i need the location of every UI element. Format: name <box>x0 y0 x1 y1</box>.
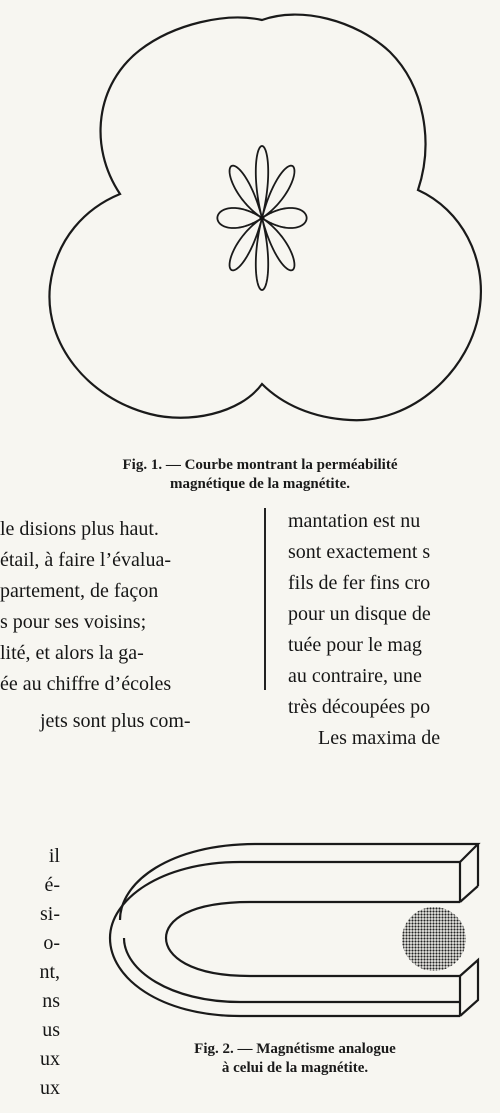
paragraph-start-line: jets sont plus com- <box>40 710 191 732</box>
text-line: étail, à faire l’évalua- <box>0 549 171 571</box>
figure-2-horseshoe-magnet-diagram <box>60 820 500 1040</box>
right-text-column <box>288 506 500 754</box>
text-line: us <box>42 1019 60 1041</box>
figure-1-caption-line-2: magnétique de la magnétite. <box>170 476 350 492</box>
text-line: Les maxima de <box>318 727 441 749</box>
text-line: nt, <box>39 961 60 983</box>
fragment-text-column <box>8 842 60 1103</box>
text-line: si- <box>40 903 60 925</box>
text-line: au contraire, une <box>288 665 422 687</box>
text-line: ux <box>40 1048 60 1070</box>
text-line: sont exactement s <box>288 541 431 563</box>
text-line: tuée pour le mag <box>288 634 422 656</box>
text-line: pour un disque de <box>288 603 431 625</box>
figure-2-caption-line-2: à celui de la magnétite. <box>221 1060 369 1076</box>
text-line: ns <box>42 990 60 1012</box>
figure-1-permeability-diagram <box>0 0 500 450</box>
text-line: partement, de façon <box>0 580 159 602</box>
figure-2-caption-line-1: Fig. 2. — Magnétisme analogue <box>194 1041 396 1057</box>
figure-1-caption <box>40 456 480 494</box>
left-text-column <box>0 514 250 700</box>
text-line: il <box>48 845 60 867</box>
curve-center-point <box>260 216 265 221</box>
text-line: mantation est nu <box>288 510 421 532</box>
text-line: s pour ses voisins; <box>0 611 147 633</box>
text-line: ux <box>40 1077 60 1099</box>
text-line: ée au chiffre d’écoles <box>0 673 172 695</box>
text-line: fils de fer fins cro <box>288 572 431 594</box>
text-line: le disions plus haut. <box>0 518 159 540</box>
figure-2-caption <box>100 1040 490 1078</box>
figure-1-caption-line-1: Fig. 1. — Courbe montrant la perméabilité <box>122 457 398 473</box>
text-line: é- <box>44 874 60 896</box>
text-line: o- <box>43 932 60 954</box>
magnetite-sphere <box>402 907 466 971</box>
text-line: lité, et alors la ga- <box>0 642 144 664</box>
text-line: très découpées po <box>288 696 431 718</box>
outer-lobed-curve <box>49 15 480 421</box>
column-divider <box>264 508 266 690</box>
